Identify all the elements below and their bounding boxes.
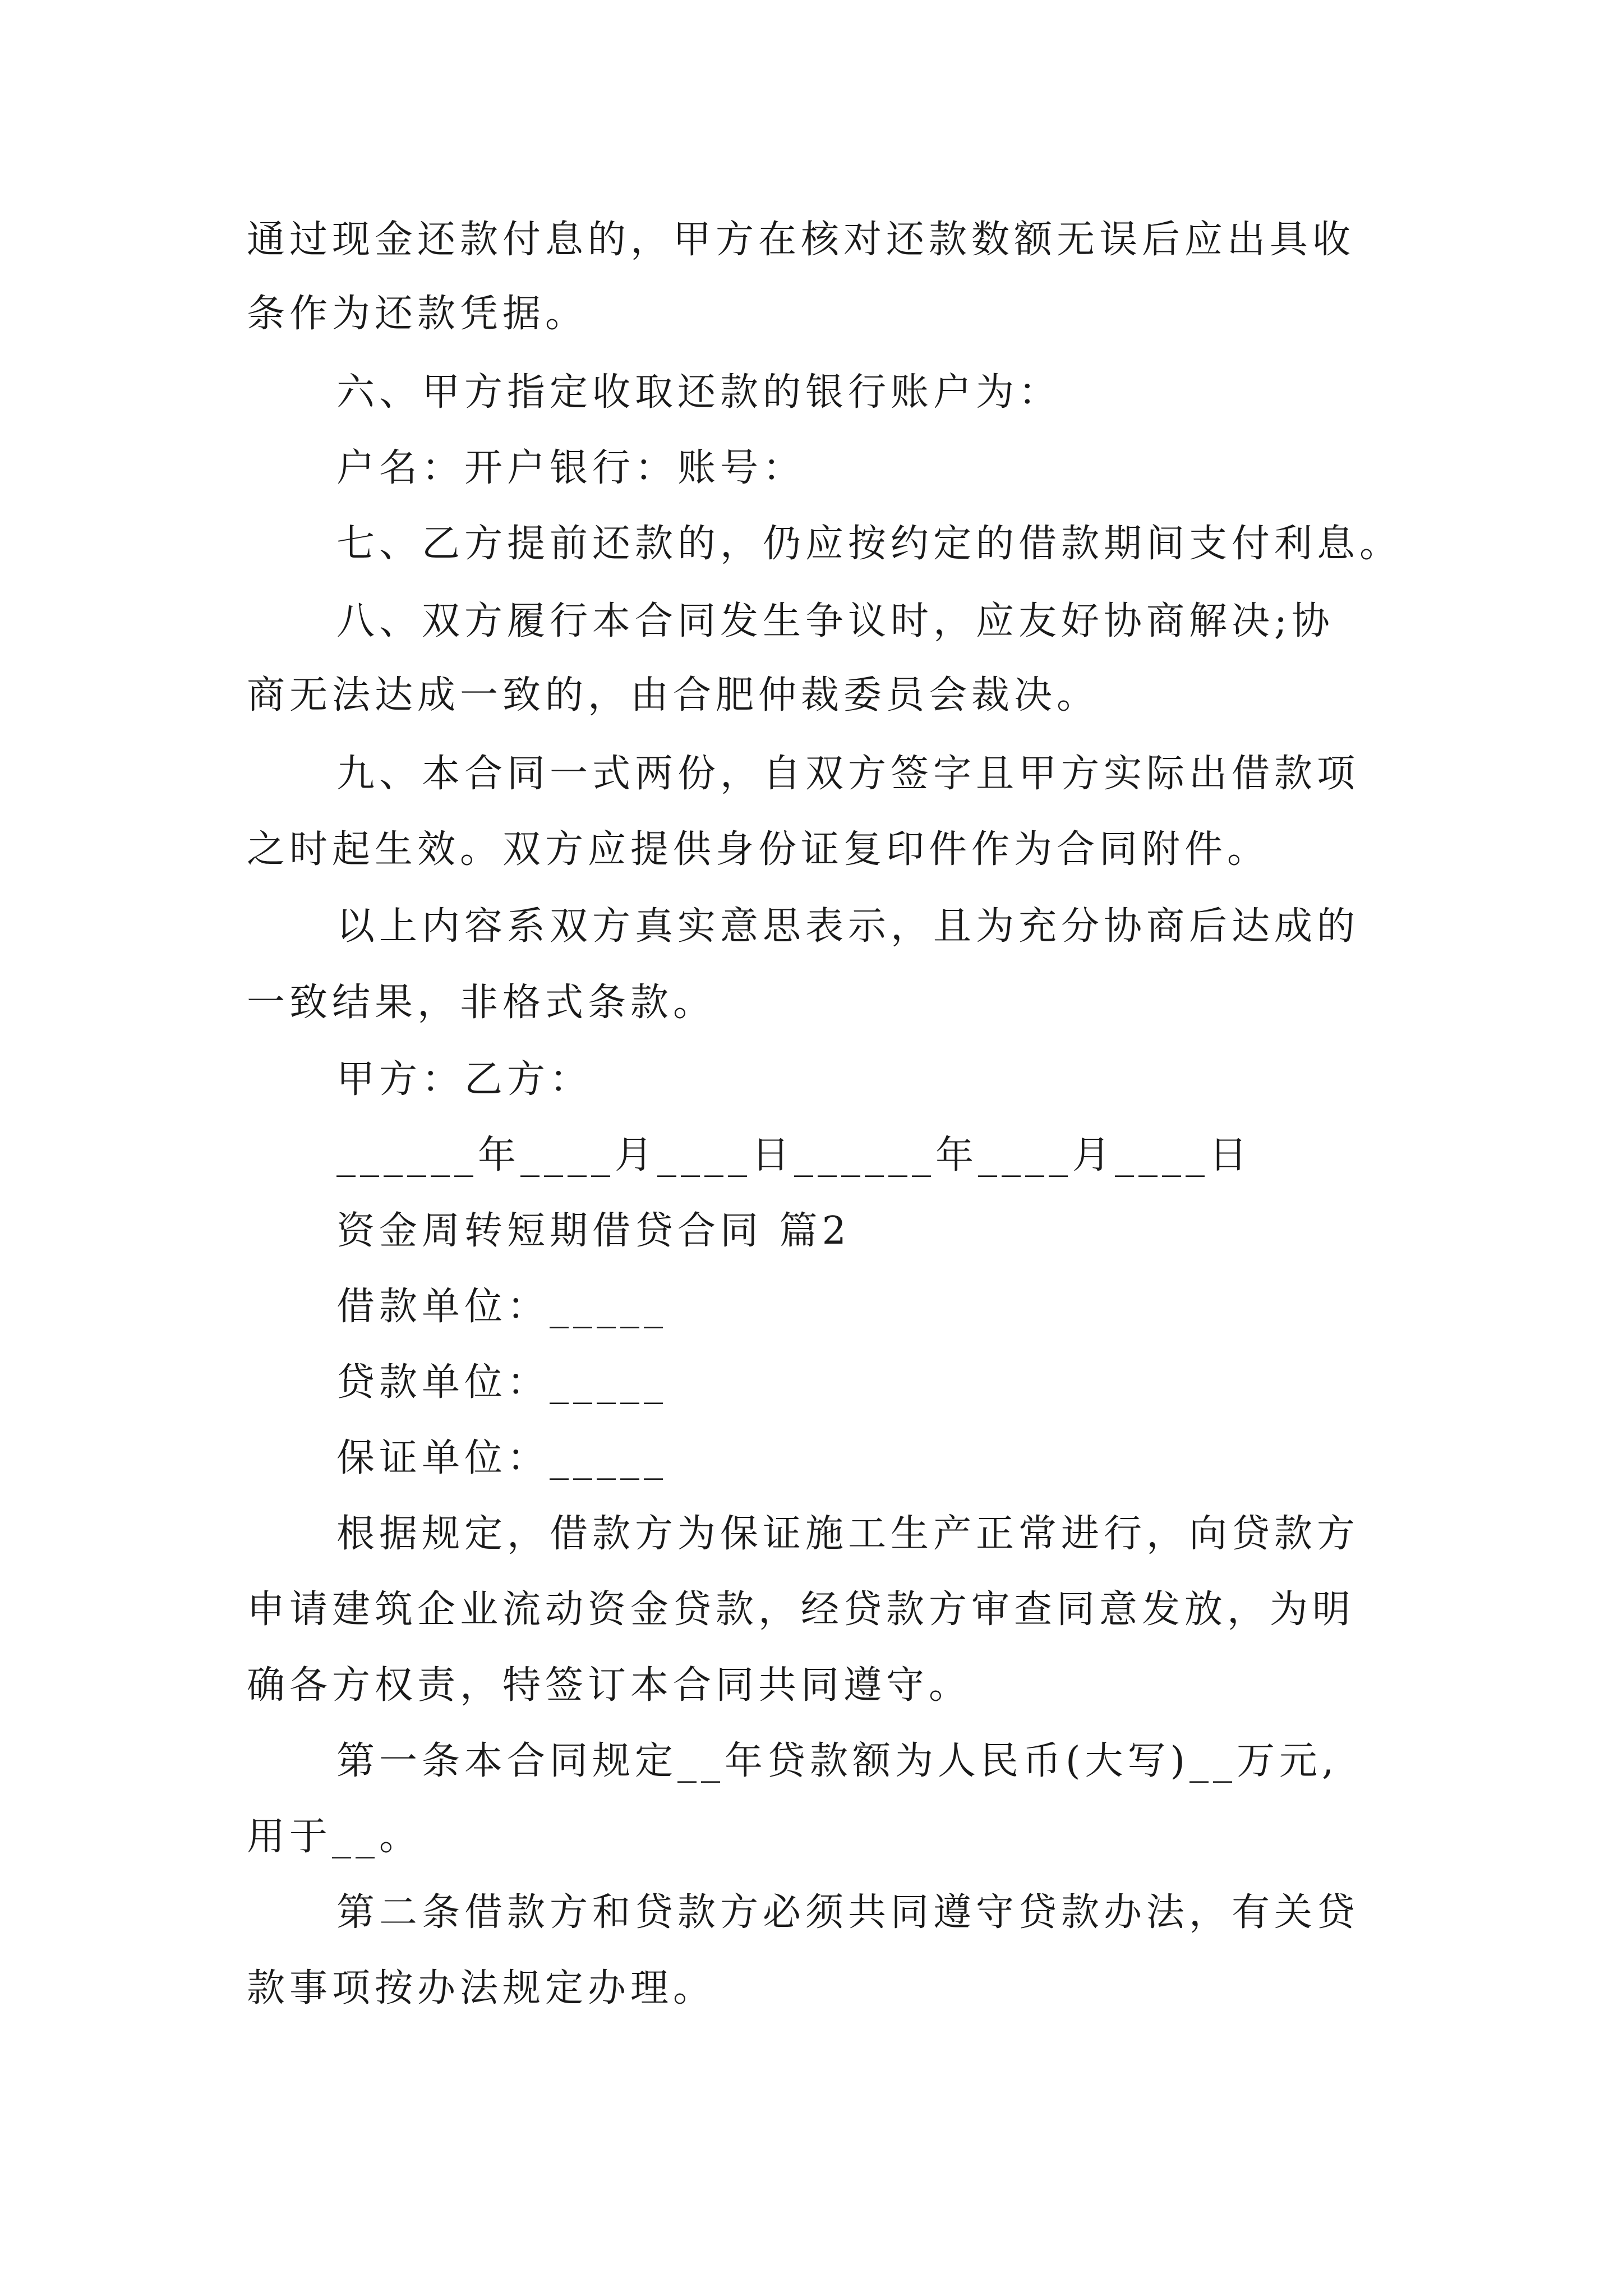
clause-7: 七、乙方提前还款的，仍应按约定的借款期间支付利息。 [336, 522, 1403, 566]
preamble: 根据规定，借款方为保证施工生产正常进行，向贷款方 [336, 1512, 1360, 1556]
account-info: 户名：开户银行：账号： [336, 446, 806, 490]
text-line: 通过现金还款付息的，甲方在核对还款数额无误后应出具收 [247, 218, 1355, 262]
lender-field: 贷款单位：_____ [336, 1360, 668, 1405]
text-line: 商无法达成一致的，由合肥仲裁委员会裁决。 [247, 673, 1100, 717]
text-line: 条作为还款凭据。 [247, 292, 588, 336]
text-line: 用于__。 [247, 1815, 422, 1859]
text-line: 申请建筑企业流动资金贷款，经贷款方审查同意发放，为明 [247, 1588, 1355, 1632]
borrower-field: 借款单位：_____ [336, 1285, 668, 1329]
text-line: 确各方权责，特签订本合同共同遵守。 [247, 1663, 972, 1708]
clause-6: 六、甲方指定收取还款的银行账户为： [336, 370, 1062, 415]
clause-8: 八、双方履行本合同发生争议时，应友好协商解决;协 [336, 599, 1334, 643]
signature-dates: ______年____月____日______年____月____日 [336, 1133, 1252, 1177]
section-title: 资金周转短期借贷合同 篇2 [336, 1209, 851, 1253]
text-line: 之时起生效。双方应提供身份证复印件作为合同附件。 [247, 827, 1270, 872]
text-line: 一致结果，非格式条款。 [247, 981, 716, 1025]
article-1: 第一条本合同规定__年贷款额为人民币(大写)__万元, [336, 1739, 1339, 1783]
declaration: 以上内容系双方真实意思表示，且为充分协商后达成的 [336, 904, 1360, 949]
text-line: 款事项按办法规定办理。 [247, 1966, 716, 2010]
signature-parties: 甲方：乙方： [336, 1057, 593, 1102]
guarantor-field: 保证单位：_____ [336, 1436, 668, 1480]
clause-9: 九、本合同一式两份，自双方签字且甲方实际出借款项 [336, 752, 1360, 796]
article-2: 第二条借款方和贷款方必须共同遵守贷款办法，有关贷 [336, 1890, 1360, 1935]
